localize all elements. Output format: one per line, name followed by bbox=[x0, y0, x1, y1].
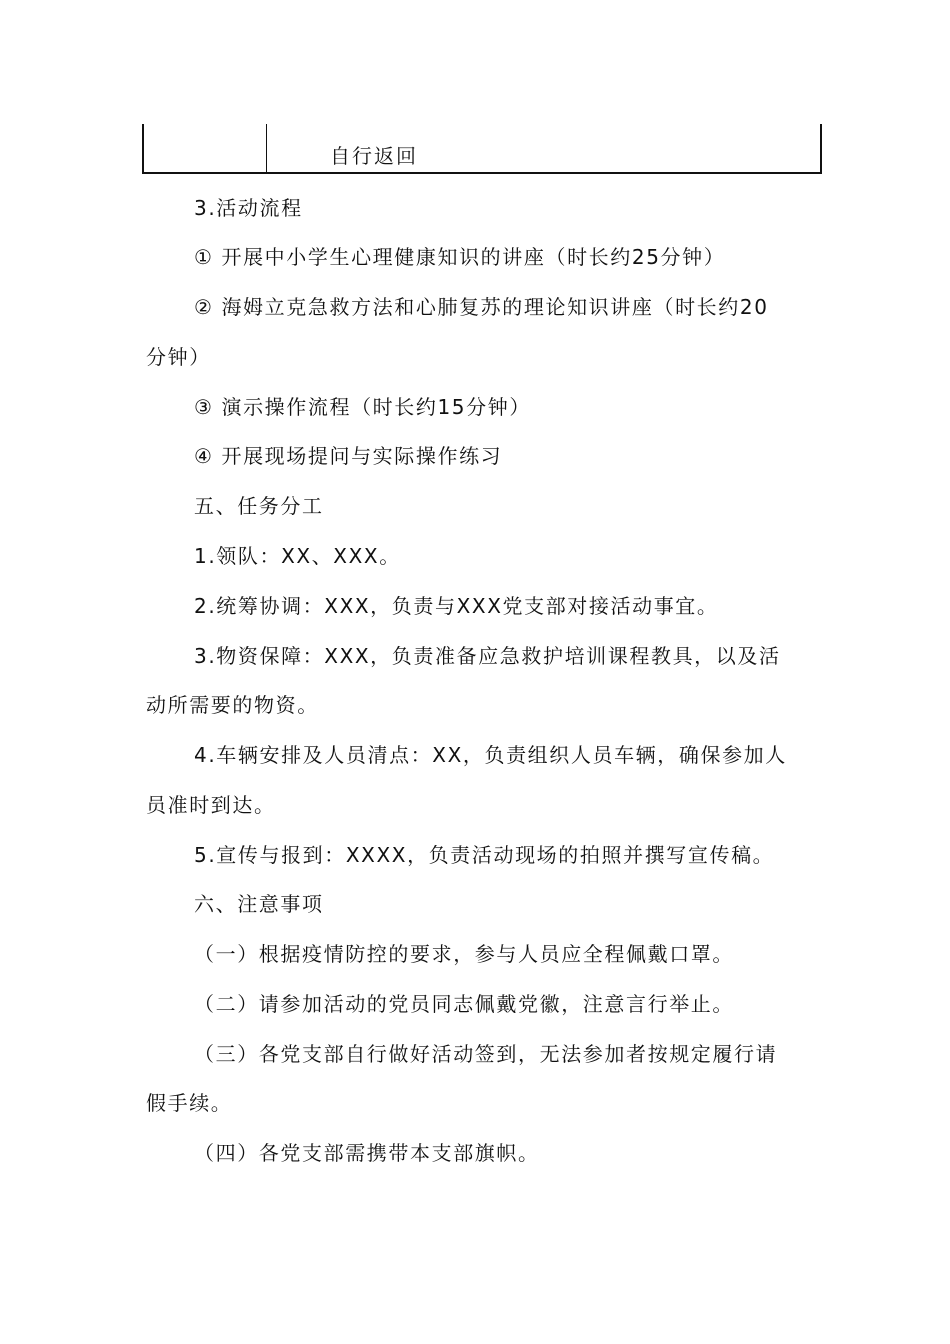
heading-precautions: 六、注意事项 bbox=[194, 892, 324, 916]
note-item-1: （一）根据疫情防控的要求，参与人员应全程佩戴口罩。 bbox=[194, 942, 734, 966]
flow-item-3: ③ 演示操作流程（时长约15分钟） bbox=[194, 395, 531, 419]
note-item-3-line1: （三）各党支部自行做好活动签到，无法参加者按规定履行请 bbox=[194, 1042, 778, 1066]
task-item-3-line2: 动所需要的物资。 bbox=[146, 693, 319, 717]
task-item-3-line1: 3.物资保障：XXX，负责准备应急救护培训课程教具，以及活 bbox=[194, 644, 781, 668]
note-item-2: （二）请参加活动的党员同志佩戴党徽，注意言行举止。 bbox=[194, 992, 734, 1016]
table-column-divider bbox=[266, 124, 267, 172]
flow-item-1: ① 开展中小学生心理健康知识的讲座（时长约25分钟） bbox=[194, 245, 726, 269]
flow-item-4: ④ 开展现场提问与实际操作练习 bbox=[194, 444, 503, 468]
task-item-4-line1: 4.车辆安排及人员清点：XX，负责组织人员车辆，确保参加人 bbox=[194, 743, 787, 767]
note-item-3-line2: 假手续。 bbox=[146, 1091, 233, 1115]
flow-item-2-line1: ② 海姆立克急救方法和心肺复苏的理论知识讲座（时长约20 bbox=[194, 295, 769, 319]
section-activity-flow: 3.活动流程 bbox=[194, 196, 303, 220]
table-cell-return: 自行返回 bbox=[330, 144, 418, 168]
task-item-2: 2.统筹协调：XXX，负责与XXX党支部对接活动事宜。 bbox=[194, 594, 719, 618]
flow-item-2-line2: 分钟） bbox=[146, 345, 211, 369]
note-item-4: （四）各党支部需携带本支部旗帜。 bbox=[194, 1141, 540, 1165]
schedule-table-fragment bbox=[142, 124, 822, 174]
heading-task-division: 五、任务分工 bbox=[194, 494, 324, 518]
task-item-4-line2: 员准时到达。 bbox=[146, 793, 276, 817]
task-item-1: 1.领队：XX、XXX。 bbox=[194, 544, 401, 568]
task-item-5: 5.宣传与报到：XXXX，负责活动现场的拍照并撰写宣传稿。 bbox=[194, 843, 775, 867]
